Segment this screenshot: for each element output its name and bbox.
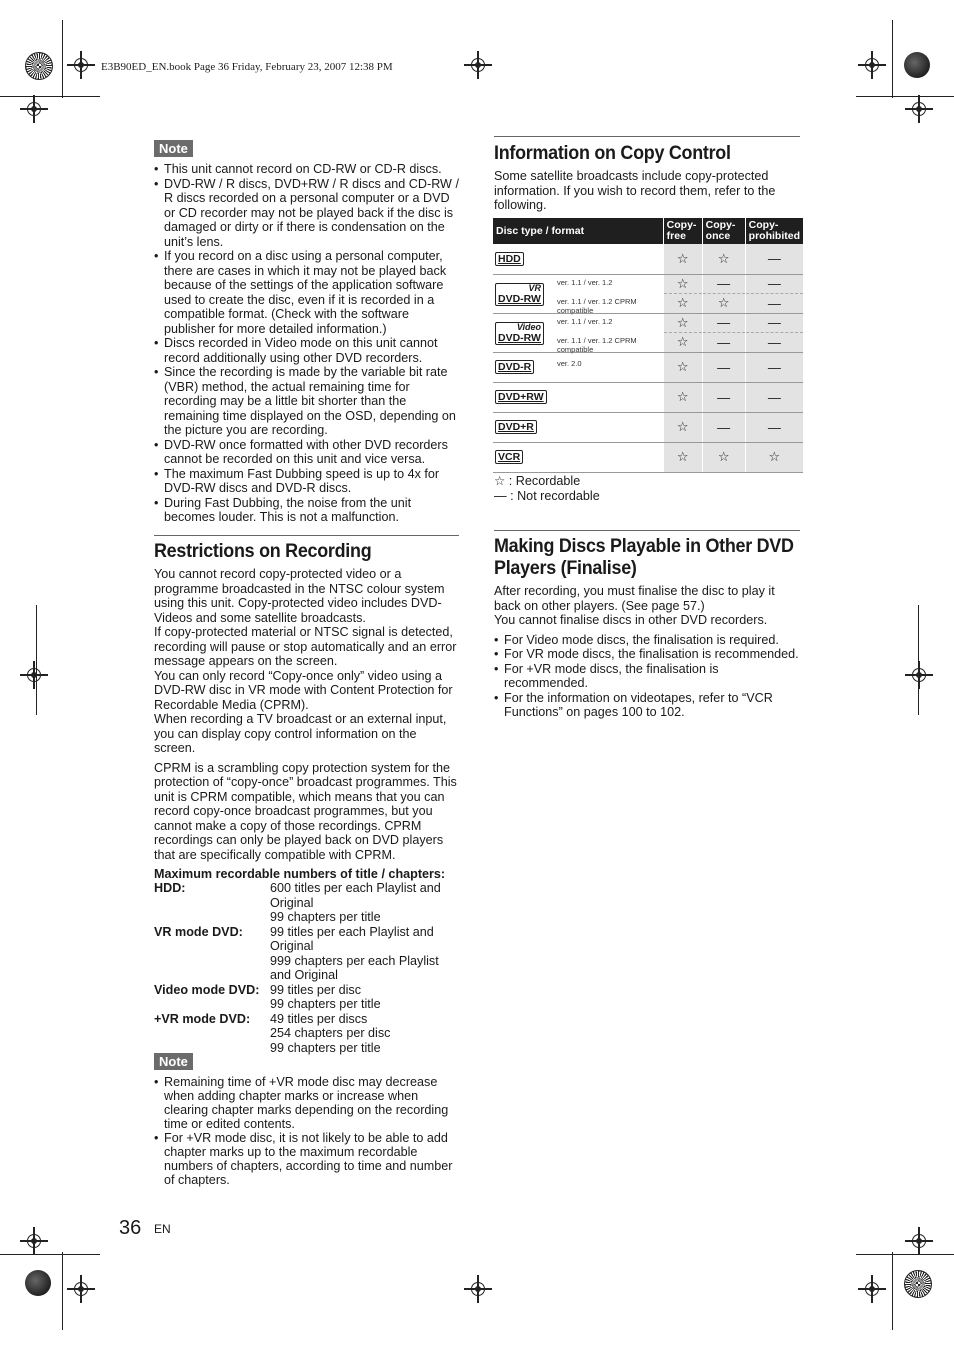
table-cell: — — [745, 352, 803, 382]
section-divider — [494, 136, 800, 137]
crop-line — [62, 1252, 63, 1330]
copy-control-intro: Some satellite broadcasts include copy-protected information. If you wish to record them, refer to the following. — [494, 169, 776, 212]
table-cell: ☆ — [663, 313, 702, 333]
copy-control-table — [493, 218, 803, 473]
list-item: • Remaining time of +VR mode disc may decrease when adding chapter marks or increase when clearing chapter marks depending on the recording time or edited contents. — [154, 1075, 460, 1131]
note-box-bottom — [154, 1053, 460, 1187]
crosshair-mark — [464, 1275, 492, 1303]
crosshair-mark — [858, 51, 886, 79]
dvd-r-disc-icon: DVD-R — [495, 360, 534, 374]
table-row — [493, 244, 803, 274]
crosshair-mark — [858, 1275, 886, 1303]
table-cell: — — [745, 313, 803, 333]
list-item: • DVD-RW / R discs, DVD+RW / R discs and CD-RW / R discs recorded on a personal computer or a DVD or CD recorder may not be played back if the disc is damaged or dirty or if there is condensation on the unit’s lens. — [154, 177, 460, 250]
table-cell: — — [745, 244, 803, 274]
version-label: ver. 1.1 / ver. 1.2 — [557, 316, 613, 326]
table-cell: ☆ — [663, 294, 702, 314]
finalise-intro: After recording, you must finalise the disc to play it back on other players. (See page 57.) You cannot finalise discs in other DVD recorders. — [494, 584, 775, 627]
spec-value: 99 titles per disc 99 chapters per title — [270, 982, 381, 1011]
section-divider — [154, 535, 459, 536]
spec-row — [154, 881, 460, 925]
list-item: • This unit cannot record on CD-RW or CD-R discs. — [154, 162, 460, 177]
table-row — [493, 442, 803, 472]
crosshair-mark — [67, 1275, 95, 1303]
table-cell: ☆ — [702, 244, 745, 274]
section-title-line: Making Discs Playable in Other DVD — [494, 535, 794, 557]
restrictions-section — [154, 540, 460, 1055]
table-cell: — — [745, 412, 803, 442]
spec-key: +VR mode DVD: — [154, 1011, 251, 1026]
table-cell: — — [702, 352, 745, 382]
notes-list-bottom — [154, 1075, 460, 1187]
section-divider — [494, 530, 800, 531]
section-title: Restrictions on Recording — [154, 540, 372, 562]
list-item: • Since the recording is made by the variable bit rate (VBR) method, the actual remaining time for recording may be a little bit shorter than the remaining time displayed on the OSD, depending on the picture you are recording. — [154, 365, 460, 438]
language-label: EN — [154, 1222, 171, 1236]
crosshair-mark — [905, 1227, 933, 1255]
registration-sunburst-mark — [25, 52, 53, 80]
note-box-top — [154, 140, 460, 525]
table-cell: ☆ — [663, 412, 702, 442]
crop-line — [856, 1254, 954, 1255]
note-label: Note — [154, 140, 193, 157]
dvd-plus-r-disc-icon: DVD+R — [495, 420, 537, 434]
table-header: Disc type / format — [493, 218, 663, 244]
table-cell: — — [745, 333, 803, 353]
crosshair-mark — [20, 95, 48, 123]
restrictions-para-1: You cannot record copy-protected video or a programme broadcasted in the NTSC colour system using this unit. Copy-protected video includes DVD-Videos and some satellite broadcasts. If copy-protected material or NTSC signal is detected, recording will pause or stop automatically and an error message appears on the screen. You can only record “Copy-once only” video using a DVD-RW disc in VR mode with Content Protection for Recordable Media (CPRM). When recording a TV broadcast or an external input, you can display copy control information on the screen. — [154, 567, 457, 755]
table-row — [493, 382, 803, 412]
list-item: • For +VR mode disc, it is not likely to be able to add chapter marks up to the maximum recordable numbers of chapters, according to time and number of chapters. — [154, 1131, 460, 1187]
list-item: • For the information on videotapes, refer to “VCR Functions” on pages 100 to 102. — [494, 691, 800, 720]
crosshair-mark — [20, 1227, 48, 1255]
table-cell: ☆ — [663, 244, 702, 274]
crop-line — [856, 96, 954, 97]
table-cell: ☆ — [745, 442, 803, 472]
restrictions-para-2: CPRM is a scrambling copy protection system for the protection of “copy-once” broadcast programmes. This unit is CPRM compatible, which means that you can record copy-once broadcast programmes, but you cannot make a copy of those recordings. CPRM recordings can only be played back on DVD players that are specifically compatible with CPRM. — [154, 760, 457, 862]
list-item: • For Video mode discs, the finalisation is required. — [494, 633, 800, 648]
vcr-tape-icon: VCR — [495, 450, 523, 464]
notes-list-top — [154, 162, 460, 525]
crop-line — [62, 20, 63, 98]
registration-dot-mark — [25, 1270, 51, 1296]
table-cell: ☆ — [663, 442, 702, 472]
version-label: ver. 1.1 / ver. 1.2 — [557, 277, 613, 287]
table-row — [493, 352, 803, 382]
legend-not-recordable: — : Not recordable — [494, 488, 600, 503]
crop-line — [0, 1254, 100, 1255]
version-label: ver. 2.0 — [557, 358, 582, 368]
spec-row — [154, 1012, 460, 1056]
table-cell: ☆ — [663, 352, 702, 382]
star-icon: ☆ — [494, 474, 506, 488]
spec-key: VR mode DVD: — [154, 924, 243, 939]
table-cell: — — [702, 333, 745, 353]
table-cell: — — [702, 382, 745, 412]
section-title-line: Players (Finalise) — [494, 557, 637, 579]
spec-value: 49 titles per discs 254 chapters per disc 99 chapters per title — [270, 1011, 391, 1055]
copy-control-section — [494, 142, 800, 213]
legend-recordable: : Recordable — [508, 474, 581, 488]
crosshair-mark — [67, 51, 95, 79]
list-item: • DVD-RW once formatted with other DVD recorders cannot be recorded on this unit and vice versa. — [154, 438, 460, 467]
list-item: • For VR mode discs, the finalisation is recommended. — [494, 647, 800, 662]
version-label: ver. 1.1 / ver. 1.2 CPRM compatible — [557, 296, 637, 315]
list-item: • During Fast Dubbing, the noise from the unit becomes louder. This is not a malfunction. — [154, 496, 460, 525]
spec-value: 600 titles per each Playlist and Original 99 chapters per title — [270, 881, 441, 924]
table-cell: ☆ — [663, 382, 702, 412]
dvd-plus-rw-disc-icon: DVD+RW — [495, 390, 547, 404]
list-item: • Discs recorded in Video mode on this unit cannot record additionally using other DVD recorders. — [154, 336, 460, 365]
table-cell: — — [745, 274, 803, 294]
table-cell: ☆ — [702, 294, 745, 314]
table-header: Copy- free — [663, 218, 702, 244]
table-cell: ☆ — [702, 442, 745, 472]
crop-line — [892, 1252, 893, 1330]
list-item: • For +VR mode discs, the finalisation is recommended. — [494, 662, 800, 691]
table-row — [493, 274, 803, 294]
crosshair-mark — [905, 95, 933, 123]
crop-line — [918, 605, 919, 715]
max-numbers-title: Maximum recordable numbers of title / chapters: — [154, 867, 446, 881]
registration-sunburst-mark — [904, 1270, 932, 1298]
registration-dot-mark — [904, 52, 930, 78]
table-row — [493, 313, 803, 333]
table-header: Copy- once — [702, 218, 745, 244]
crosshair-mark — [464, 51, 492, 79]
table-cell: ☆ — [663, 333, 702, 353]
table-cell: — — [702, 313, 745, 333]
section-title: Information on Copy Control — [494, 142, 731, 164]
finalise-list — [494, 633, 800, 720]
hdd-disc-icon: HDD — [495, 252, 524, 266]
list-item: • The maximum Fast Dubbing speed is up to 4x for DVD-RW discs and DVD-R discs. — [154, 467, 460, 496]
table-cell: — — [702, 412, 745, 442]
dvd-rw-video-disc-icon: Video DVD-RW — [495, 322, 544, 345]
crosshair-mark — [20, 661, 48, 689]
spec-value: 99 titles per each Playlist and Original 999 chapters per each Playlist and Original — [270, 924, 439, 982]
crop-line — [0, 96, 100, 97]
dvd-rw-vr-disc-icon: VR DVD-RW — [495, 283, 544, 306]
table-header: Copy- prohibited — [745, 218, 803, 244]
spec-row — [154, 925, 460, 983]
table-cell: — — [745, 294, 803, 314]
page-number: 36 — [119, 1217, 142, 1239]
list-item: • If you record on a disc using a personal computer, there are cases in which it may not be played back because of the settings of the application software used to create the disc, even if it is recorded in a compatible format. (Check with the software publisher for more detailed information.) — [154, 249, 460, 336]
version-label: ver. 1.1 / ver. 1.2 CPRM compatible — [557, 335, 637, 354]
spec-key: HDD: — [154, 881, 186, 895]
crop-line — [892, 20, 893, 98]
table-legend — [494, 474, 794, 503]
crop-line — [36, 605, 37, 715]
table-cell: — — [745, 382, 803, 412]
finalise-section — [494, 535, 800, 720]
table-row — [493, 412, 803, 442]
crosshair-mark — [905, 661, 933, 689]
table-cell: ☆ — [663, 274, 702, 294]
note-label: Note — [154, 1053, 193, 1070]
spec-key: Video mode DVD: — [154, 982, 260, 997]
table-cell: — — [702, 274, 745, 294]
spec-row — [154, 983, 460, 1012]
section-title — [494, 535, 794, 579]
file-header: E3B90ED_EN.book Page 36 Friday, February 23, 2007 12:38 PM — [101, 61, 393, 73]
